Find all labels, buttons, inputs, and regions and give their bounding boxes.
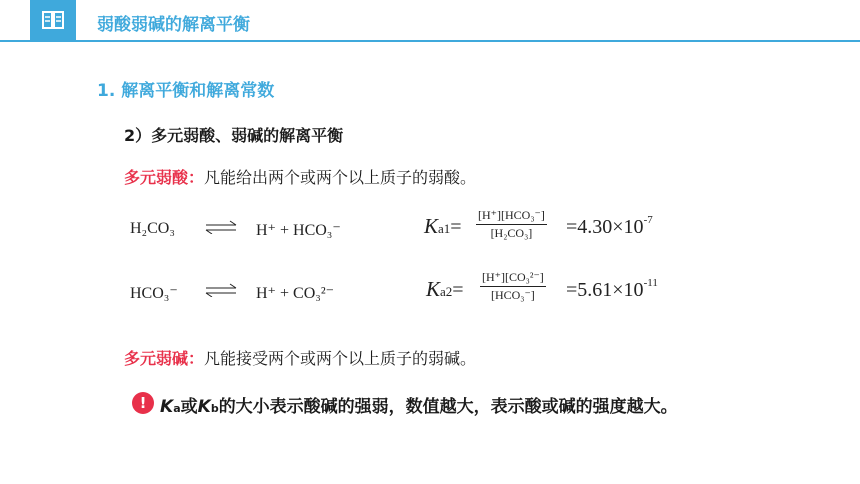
ka2-denominator: [HCO₃⁻] (490, 288, 535, 302)
ka1-value: $=4.30\times 10^{-7}$ (566, 214, 653, 238)
ka2-fraction (480, 270, 546, 303)
ka1-denominator: [H₂CO₃] (490, 226, 533, 240)
polyacid-text: 凡能给出两个或两个以上质子的弱酸。 (204, 168, 477, 187)
equilibrium-arrow-icon (204, 220, 238, 234)
page-title: 弱酸弱碱的解离平衡 (97, 15, 250, 35)
ka2-value: $=5.61\times 10^{-11}$ (566, 277, 658, 301)
equation-1-right: H⁺ + HCO₃⁻ (256, 222, 341, 239)
equilibrium-arrow-icon (204, 283, 238, 297)
ka1-numerator: [H⁺][HCO₃⁻] (478, 208, 545, 222)
book-icon (42, 11, 64, 29)
section-title: 1. 解离平衡和解离常数 (97, 81, 275, 101)
polyacid-definition (124, 165, 476, 188)
subsection-title: 2）多元弱酸、弱碱的解离平衡 (124, 126, 344, 145)
alert-icon: ! (132, 392, 154, 414)
header-divider (0, 40, 860, 42)
header-icon-box (30, 0, 76, 40)
polybase-term: 多元弱碱： (124, 349, 205, 368)
polybase-definition (124, 346, 476, 369)
ka1-label: Ka1= (424, 214, 462, 238)
ka2-numerator: [H⁺][CO₃²⁻] (482, 270, 544, 284)
polybase-text: 凡能接受两个或两个以上质子的弱碱。 (204, 349, 477, 368)
ka2-label: Ka2= (426, 277, 464, 301)
equation-2-right: H⁺ + CO₃²⁻ (256, 285, 335, 302)
polyacid-term: 多元弱酸： (124, 168, 205, 187)
equation-1-left: H₂CO₃ (130, 220, 175, 237)
ka1-fraction (476, 208, 547, 241)
equation-2-left: HCO₃⁻ (130, 285, 178, 302)
key-note: Ka或Kb的大小表示酸碱的强弱，数值越大，表示酸或碱的强度越大。 (160, 397, 678, 417)
